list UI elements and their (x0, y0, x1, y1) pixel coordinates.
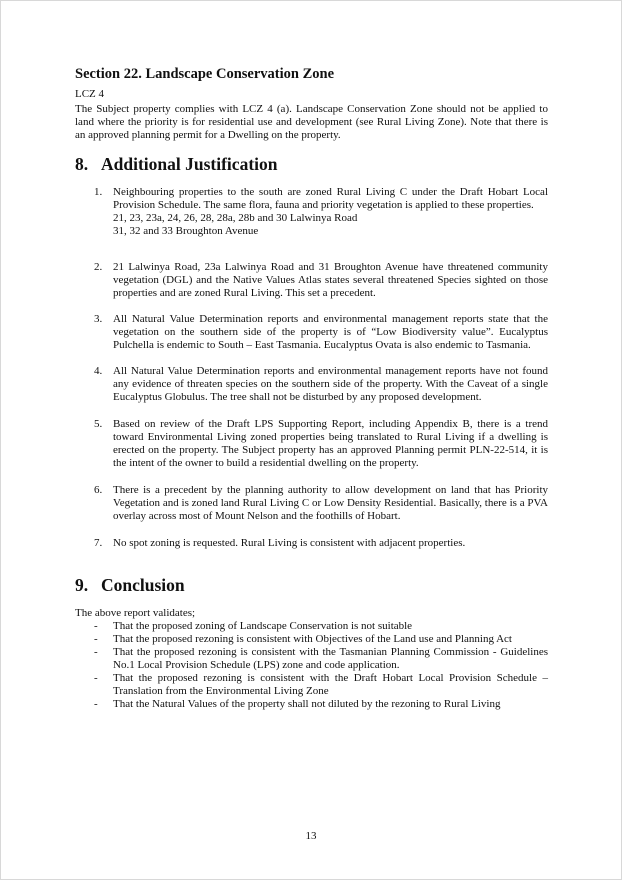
conclusion-bullet-list (94, 620, 548, 711)
justification-item-3 (94, 313, 548, 352)
section-8-number: 8. (75, 154, 89, 174)
conclusion-bullet (94, 672, 548, 698)
conclusion-bullet (94, 633, 548, 646)
item-text: Based on review of the Draft LPS Supporting Report, including Appendix B, there is a trend toward Environmental Living zoned properties being translated to Rural Living if a dwelling is erected on the property. The Subject property has an approved Planning permit PLN-22-514, it is the intent of the owner to build a residential dwelling on the property. (113, 418, 548, 469)
bullet-dash: - (94, 646, 98, 658)
section-9-title: Conclusion (101, 575, 185, 595)
justification-item-4 (94, 365, 548, 404)
bullet-dash: - (94, 633, 98, 645)
bullet-text: That the proposed rezoning is consistent with the Draft Hobart Local Provision Schedule – Translation from the Environmental Living Zone (113, 672, 548, 697)
item-number: 6. (94, 484, 103, 496)
conclusion-bullet (94, 698, 548, 711)
item-number: 2. (94, 261, 103, 273)
justification-item-2 (94, 261, 548, 300)
justification-item-1 (94, 186, 548, 238)
section-9-heading (75, 575, 185, 596)
conclusion-bullet (94, 620, 548, 633)
section-9-number: 9. (75, 575, 89, 595)
justification-item-7 (94, 537, 548, 550)
bullet-dash: - (94, 698, 98, 710)
item-text: All Natural Value Determination reports and environmental management reports have not found any evidence of threaten species on the southern side of the property. With the Caveat of a single Eucalyptus Globulus. The tree shall not be disturbed by any proposed development. (113, 365, 548, 403)
item-text: No spot zoning is requested. Rural Living is consistent with adjacent properties. (113, 537, 466, 549)
item-number: 5. (94, 418, 103, 430)
section-22-heading: Section 22. Landscape Conservation Zone (75, 66, 335, 82)
bullet-dash: - (94, 672, 98, 684)
item-number: 1. (94, 186, 103, 198)
lcz-label: LCZ 4 (75, 88, 105, 100)
item-number: 4. (94, 365, 103, 377)
bullet-text: That the Natural Values of the property shall not diluted by the rezoning to Rural Living (113, 698, 501, 710)
item-number: 7. (94, 537, 103, 549)
item-text: Neighbouring properties to the south are zoned Rural Living C under the Draft Hobart Local Provision Schedule. The same flora, fauna and priority vegetation is applied to these properties. (113, 186, 548, 211)
conclusion-intro: The above report validates; (75, 607, 196, 619)
bullet-text: That the proposed rezoning is consistent with Objectives of the Land use and Planning Act (113, 633, 512, 645)
item-number: 3. (94, 313, 103, 325)
section-8-title: Additional Justification (101, 154, 278, 174)
page-number: 13 (305, 830, 317, 842)
bullet-dash: - (94, 620, 98, 632)
item-text: 21 Lalwinya Road, 23a Lalwinya Road and 31 Broughton Avenue have threatened community vegetation (DGL) and the Native Values Atlas states several threatened Species sighted on those properties and are zoned Rural Living. This set a precedent. (113, 261, 548, 299)
bullet-text: That the proposed zoning of Landscape Conservation is not suitable (113, 620, 413, 632)
section-8-heading (75, 154, 278, 175)
bullet-text: That the proposed rezoning is consistent with the Tasmanian Planning Commission - Guidelines No.1 Local Provision Schedule (LPS) zone and code application. (113, 646, 548, 671)
conclusion-bullet (94, 646, 548, 672)
section-22-paragraph: The Subject property complies with LCZ 4 (a). Landscape Conservation Zone should not be applied to land where the priority is for residential use and development (see Rural Living Zone). Note that there is an approved planning permit for a Dwelling on the property. (75, 103, 548, 141)
justification-item-6 (94, 484, 548, 523)
item-address-list-roads: 21, 23, 23a, 24, 26, 28, 28a, 28b and 30 Lalwinya Road (113, 212, 358, 224)
justification-item-5 (94, 418, 548, 470)
item-text: There is a precedent by the planning authority to allow development on land that has Priority Vegetation and is zoned land Rural Living C or Low Density Residential. Basically, there is a PVA overlay across most of Mount Nelson and the foothills of Hobart. (113, 484, 548, 522)
item-text: All Natural Value Determination reports and environmental management reports state that the vegetation on the southern side of the property is of “Low Biodiversity value”. Eucalyptus Pulchella is endemic to South – East Tasmania. Eucalyptus Ovata is also endemic to Tasmania. (113, 313, 548, 351)
item-address-list-avenue: 31, 32 and 33 Broughton Avenue (113, 225, 259, 237)
